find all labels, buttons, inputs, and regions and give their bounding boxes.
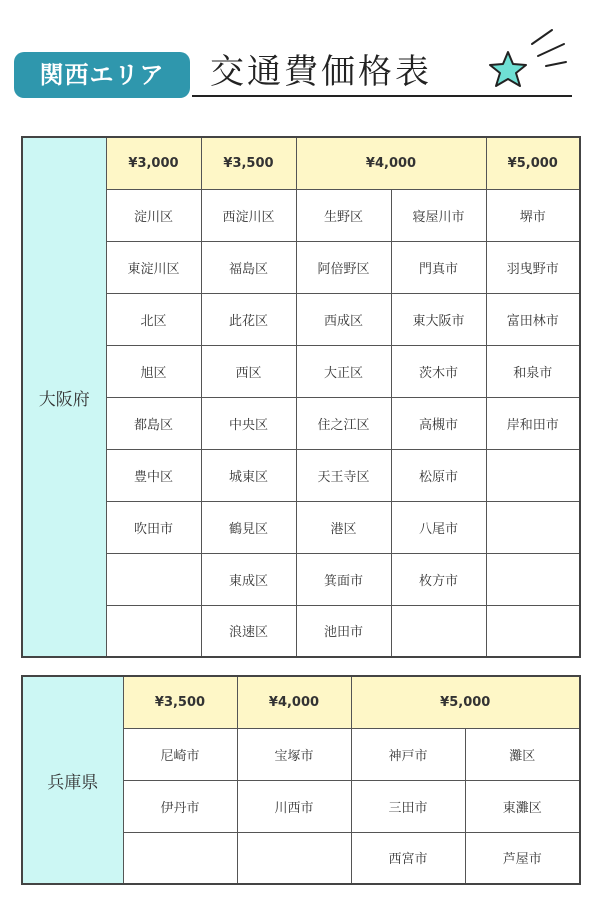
table-cell: 阿倍野区 [296, 241, 391, 293]
table-cell [486, 449, 580, 501]
table-cell: 神戸市 [351, 728, 465, 780]
region-osaka: 大阪府 [22, 137, 106, 657]
table-cell: 高槻市 [391, 397, 486, 449]
table-cell: 枚方市 [391, 553, 486, 605]
price-header: ¥3,000 [106, 137, 201, 189]
table-cell: 川西市 [237, 780, 351, 832]
table-cell: 住之江区 [296, 397, 391, 449]
price-header: ¥5,000 [486, 137, 580, 189]
table-cell: 北区 [106, 293, 201, 345]
table-cell: 灘区 [465, 728, 580, 780]
table-cell: 羽曳野市 [486, 241, 580, 293]
table-cell: 尼崎市 [123, 728, 237, 780]
table-cell: 中央区 [201, 397, 296, 449]
table-cell: 八尾市 [391, 501, 486, 553]
star-icon [480, 22, 580, 102]
table-cell: 浪速区 [201, 605, 296, 657]
table-cell: 城東区 [201, 449, 296, 501]
table-cell [486, 605, 580, 657]
price-header: ¥3,500 [201, 137, 296, 189]
table-cell: 大正区 [296, 345, 391, 397]
table-cell: 此花区 [201, 293, 296, 345]
table-cell: 旭区 [106, 345, 201, 397]
osaka-fare-table [21, 136, 581, 658]
table-cell: 富田林市 [486, 293, 580, 345]
table-cell: 岸和田市 [486, 397, 580, 449]
table-cell: 東成区 [201, 553, 296, 605]
table-cell: 芦屋市 [465, 832, 580, 884]
table-cell: 東大阪市 [391, 293, 486, 345]
table-cell: 和泉市 [486, 345, 580, 397]
table-cell: 福島区 [201, 241, 296, 293]
table-cell [237, 832, 351, 884]
page-header [0, 0, 600, 110]
table-cell: 東淀川区 [106, 241, 201, 293]
table-cell: 西成区 [296, 293, 391, 345]
table-cell: 堺市 [486, 189, 580, 241]
area-badge: 関西エリア [14, 52, 190, 98]
table-cell: 都島区 [106, 397, 201, 449]
table-cell: 西宮市 [351, 832, 465, 884]
hyogo-fare-table [21, 675, 581, 885]
table-cell: 松原市 [391, 449, 486, 501]
region-hyogo: 兵庫県 [22, 676, 123, 884]
table-cell: 三田市 [351, 780, 465, 832]
table-cell: 天王寺区 [296, 449, 391, 501]
table-cell: 宝塚市 [237, 728, 351, 780]
table-cell [486, 553, 580, 605]
price-header: ¥4,000 [296, 137, 486, 189]
table-cell: 鶴見区 [201, 501, 296, 553]
table-cell [391, 605, 486, 657]
table-cell: 箕面市 [296, 553, 391, 605]
table-cell: 茨木市 [391, 345, 486, 397]
table-cell [486, 501, 580, 553]
page-title: 交通費価格表 [210, 52, 432, 92]
table-cell: 寝屋川市 [391, 189, 486, 241]
table-cell [106, 605, 201, 657]
table-cell: 豊中区 [106, 449, 201, 501]
table-cell: 東灘区 [465, 780, 580, 832]
table-cell: 池田市 [296, 605, 391, 657]
price-header: ¥3,500 [123, 676, 237, 728]
table-cell: 西淀川区 [201, 189, 296, 241]
table-cell: 伊丹市 [123, 780, 237, 832]
table-cell: 淀川区 [106, 189, 201, 241]
table-cell: 生野区 [296, 189, 391, 241]
table-cell: 吹田市 [106, 501, 201, 553]
table-cell [123, 832, 237, 884]
table-cell: 西区 [201, 345, 296, 397]
table-cell: 門真市 [391, 241, 486, 293]
price-header: ¥4,000 [237, 676, 351, 728]
table-cell: 港区 [296, 501, 391, 553]
table-cell [106, 553, 201, 605]
price-header: ¥5,000 [351, 676, 580, 728]
